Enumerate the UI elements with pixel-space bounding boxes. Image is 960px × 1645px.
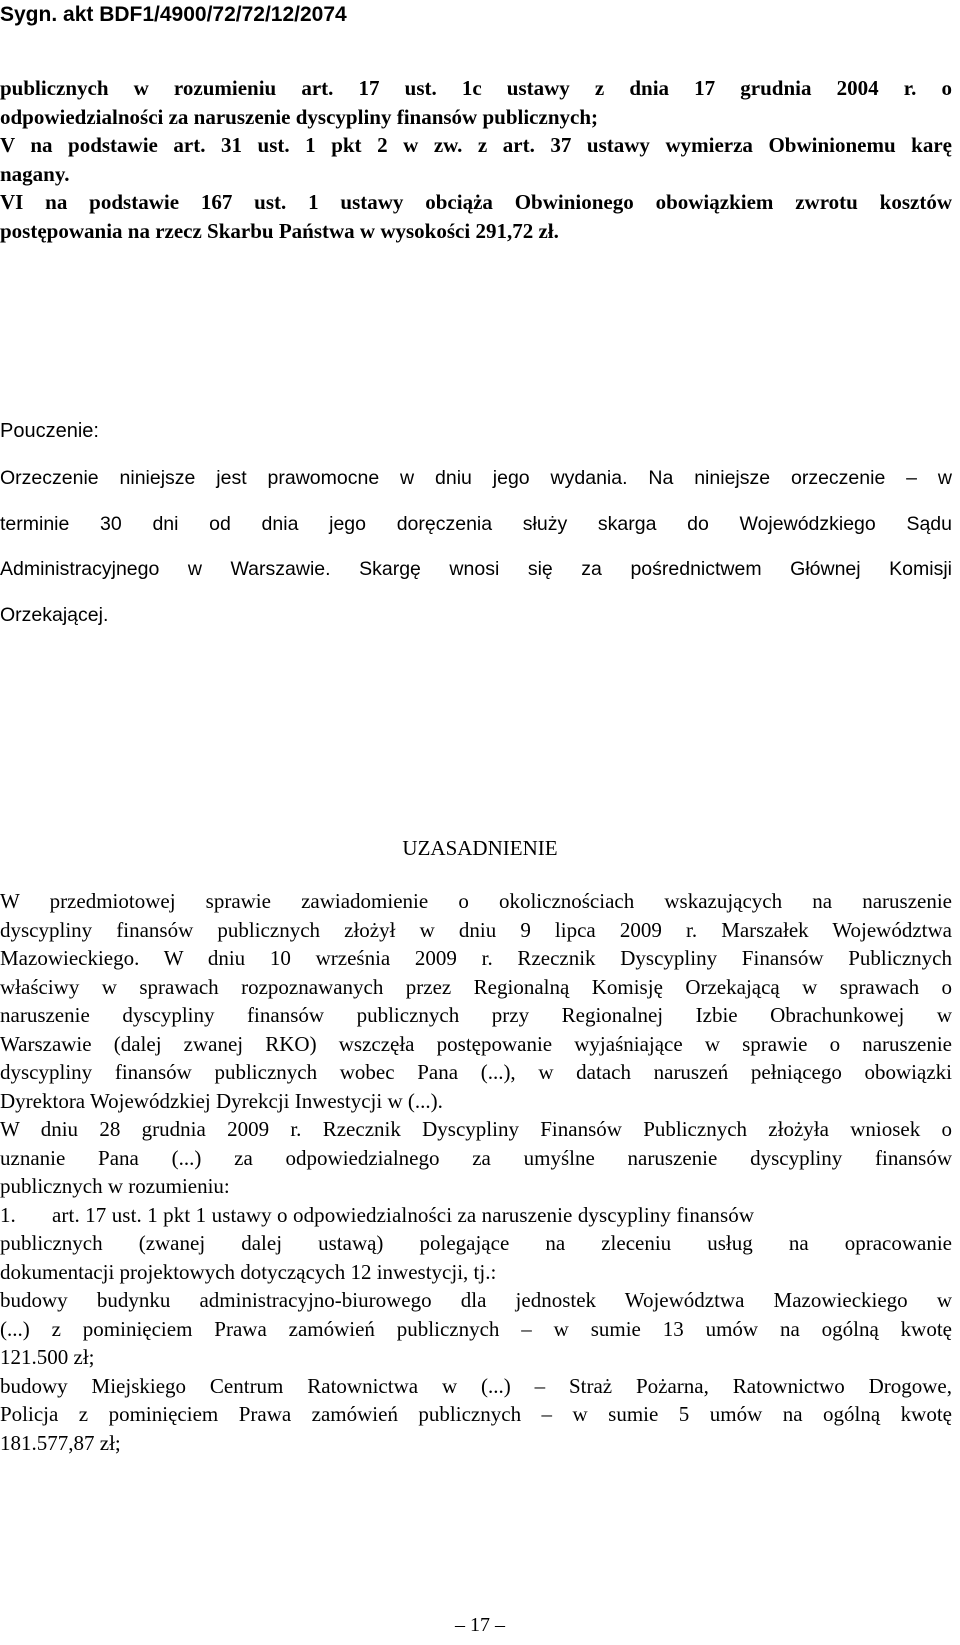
uzasadnienie-line: 121.500 zł; xyxy=(0,1345,95,1369)
uzasadnienie-line: właściwy w sprawach rozpoznawanych przez Regionalną Komisję Orzekającą w sprawach o xyxy=(0,974,952,999)
uzasadnienie-line: uznanie Pana (...) za odpowiedzialnego za umyślne naruszenie dyscypliny finansów xyxy=(0,1145,952,1170)
sentence-line: VI na podstawie 167 ust. 1 ustawy obciąża Obwinionego obowiązkiem zwrotu kosztów xyxy=(0,190,952,214)
pouczenie-line: terminie 30 dni od dnia jego doręczenia służy skarga do Wojewódzkiego Sądu xyxy=(0,512,952,535)
uzasadnienie-line: 181.577,87 zł; xyxy=(0,1430,121,1455)
uzasadnienie-line: dyscypliny finansów publicznych złożył w dniu 9 lipca 2009 r. Marszałek Województwa xyxy=(0,917,952,942)
sentence-line: nagany. xyxy=(0,161,70,186)
sentence-line: odpowiedzialności za naruszenie dyscypliny finansów publicznych; xyxy=(0,104,598,129)
uzasadnienie-line: W dniu 28 grudnia 2009 r. Rzecznik Dyscypliny Finansów Publicznych złożyła wniosek o xyxy=(0,1117,952,1141)
sentence-line: publicznych w rozumieniu art. 17 ust. 1c ustawy z dnia 17 grudnia 2004 r. o xyxy=(0,76,952,100)
uzasadnienie-line: naruszenie dyscypliny finansów publicznych przy Regionalnej Izbie Obrachunkowej w xyxy=(0,1003,952,1027)
item-text: art. 17 ust. 1 pkt 1 ustawy o odpowiedzialności za naruszenie dyscypliny finansów xyxy=(52,1202,755,1227)
uzasadnienie-line: dyscypliny finansów publicznych wobec Pana (...), w datach naruszeń pełniącego obowiązki xyxy=(0,1060,952,1084)
pouczenie-paragraph xyxy=(0,463,952,645)
uzasadnienie-line: budowy budynku administracyjno-biurowego dla jednostek Województwa Mazowieckiego w xyxy=(0,1288,952,1312)
sentence-line: V na podstawie art. 31 ust. 1 pkt 2 w zw. z art. 37 ustawy wymierza Obwinionemu karę xyxy=(0,133,952,157)
uzasadnienie-line: Policja z pominięciem Prawa zamówień publicznych – w sumie 5 umów na ogólną kwotę xyxy=(0,1402,952,1426)
pouczenie-line: Administracyjnego w Warszawie. Skargę wnosi się za pośrednictwem Głównej Komisji xyxy=(0,558,952,580)
pouczenie-line: Orzekającej. xyxy=(0,603,109,626)
uzasadnienie-line: (...) z pominięciem Prawa zamówień publicznych – w sumie 13 umów na ogólną kwotę xyxy=(0,1316,952,1341)
pouczenie-line: Orzeczenie niniejsze jest prawomocne w dniu jego wydania. Na niniejsze orzeczenie – w xyxy=(0,467,952,489)
uzasadnienie-line: Dyrektora Wojewódzkiej Dyrekcji Inwestycji w (...). xyxy=(0,1088,443,1113)
page-number: – 17 – xyxy=(455,1614,505,1636)
uzasadnienie-line: publicznych (zwanej dalej ustawą) polegające na zleceniu usług na opracowanie xyxy=(0,1231,952,1255)
item-number: 1. xyxy=(0,1202,16,1227)
sentence-block xyxy=(0,74,952,245)
uzasadnienie-line: Warszawie (dalej zwanej RKO) wszczęła postępowanie wyjaśniające w sprawie o naruszenie xyxy=(0,1031,952,1056)
uzasadnienie-line: budowy Miejskiego Centrum Ratownictwa w (...) – Straż Pożarna, Ratownictwo Drogowe, xyxy=(0,1373,952,1398)
uzasadnienie-heading: UZASADNIENIE xyxy=(402,836,558,860)
uzasadnienie-line: publicznych w rozumieniu: xyxy=(0,1174,230,1198)
uzasadnienie-line: dokumentacji projektowych dotyczących 12 inwestycji, tj.: xyxy=(0,1259,497,1284)
sentence-line: postępowania na rzecz Skarbu Państwa w wysokości 291,72 zł. xyxy=(0,218,559,243)
uzasadnienie-body xyxy=(0,887,952,1457)
case-signature: Sygn. akt BDF1/4900/72/72/12/2074 xyxy=(0,3,347,26)
uzasadnienie-line: W przedmiotowej sprawie zawiadomienie o okolicznościach wskazujących na naruszenie xyxy=(0,889,952,913)
numbered-item-line xyxy=(0,1201,952,1230)
pouczenie-heading: Pouczenie: xyxy=(0,420,99,442)
uzasadnienie-line: Mazowieckiego. W dniu 10 września 2009 r. Rzecznik Dyscypliny Finansów Publicznych xyxy=(0,946,952,970)
